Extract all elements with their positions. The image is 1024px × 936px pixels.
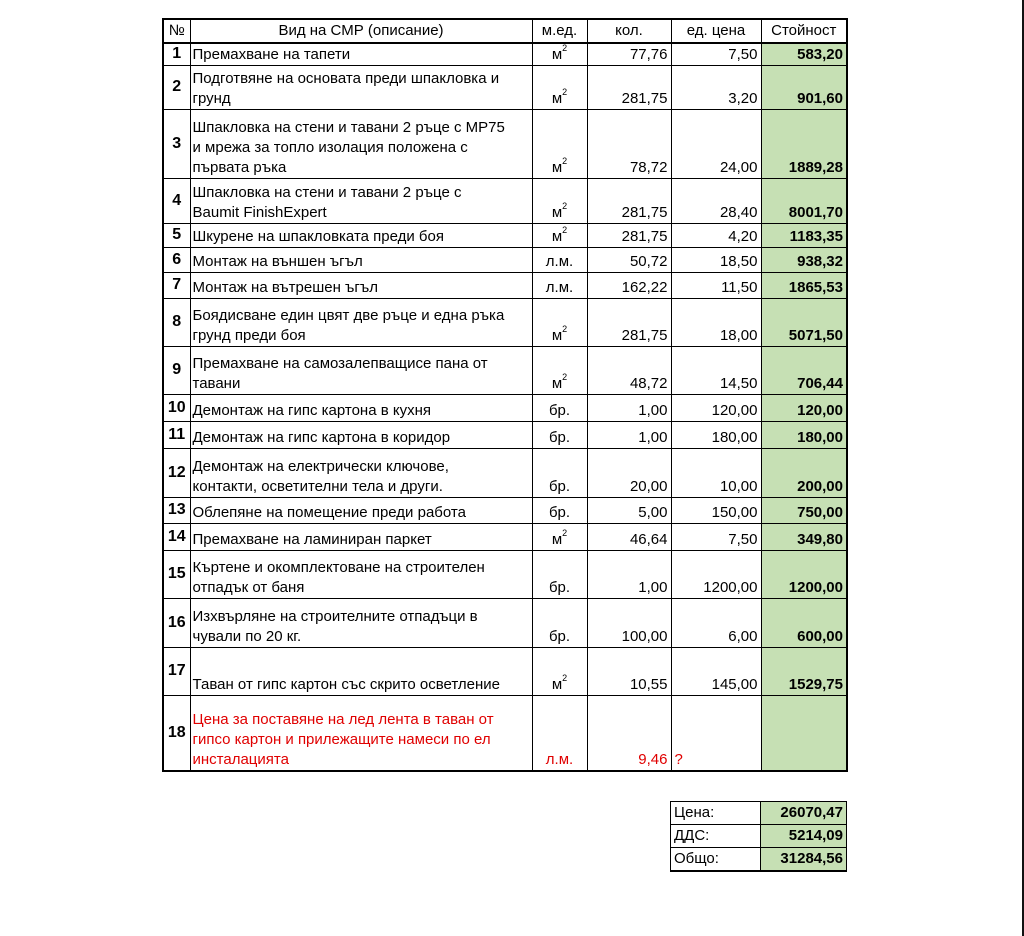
description-line: Демонтаж на гипс картона в кухня: [192, 401, 431, 419]
table-row: [163, 65, 847, 109]
item-unit-price: 28,40: [671, 178, 761, 223]
header-quantity: кол.: [587, 19, 671, 43]
item-description: [190, 109, 532, 178]
item-unit-price: 180,00: [671, 421, 761, 448]
item-quantity: 100,00: [587, 598, 671, 647]
table-row: [163, 346, 847, 394]
item-description: [190, 647, 532, 695]
item-unit: [532, 223, 587, 247]
description-line: Монтаж на вътрешен ъгъл: [192, 278, 379, 296]
item-description: [190, 448, 532, 497]
item-number: 1: [163, 43, 190, 65]
unit-label: м: [551, 89, 563, 107]
item-unit: [532, 247, 587, 272]
item-cost: 1529,75: [761, 647, 847, 695]
description-line: Цена за поставяне на лед лента в таван от: [192, 711, 494, 728]
cost-estimate-table: [162, 18, 848, 772]
table-row: [163, 598, 847, 647]
unit-exponent: 2: [562, 323, 568, 334]
header-unit: м.ед.: [532, 19, 587, 43]
item-cost: 1865,53: [761, 272, 847, 298]
item-description: [190, 178, 532, 223]
item-unit: [532, 550, 587, 598]
description-line: отпадък от баня: [192, 578, 305, 596]
description-line: Шпакловка на стени и тавани 2 ръце с MP75: [192, 118, 505, 136]
description-line: грунд преди боя: [192, 326, 306, 344]
unit-label: м: [551, 530, 563, 548]
table-row: [163, 43, 847, 65]
item-number: 16: [163, 598, 190, 647]
header-unit-price: ед. цена: [671, 19, 761, 43]
summary-value: 5214,09: [761, 825, 847, 848]
unit-exponent: 2: [562, 224, 568, 235]
summary-table: [670, 801, 847, 872]
item-cost: 901,60: [761, 65, 847, 109]
item-unit-price: 3,20: [671, 65, 761, 109]
item-cost: 600,00: [761, 598, 847, 647]
item-cost: 349,80: [761, 523, 847, 550]
item-description: [190, 421, 532, 448]
summary-row-vat: [671, 825, 847, 848]
item-unit: [532, 523, 587, 550]
description-line: Демонтаж на гипс картона в коридор: [192, 428, 451, 446]
item-quantity: 46,64: [587, 523, 671, 550]
item-unit: [532, 65, 587, 109]
description-line: първата ръка: [192, 158, 287, 176]
description-line: инсталацията: [192, 751, 289, 768]
item-unit-price: 7,50: [671, 43, 761, 65]
description-line: тавани: [192, 374, 241, 392]
summary-row-subtotal: [671, 802, 847, 825]
table-row: [163, 223, 847, 247]
item-unit-price: 4,20: [671, 223, 761, 247]
item-quantity: 281,75: [587, 298, 671, 346]
unit-exponent: 2: [562, 371, 568, 382]
item-unit-price: 7,50: [671, 523, 761, 550]
unit-label: бр.: [548, 428, 571, 446]
item-description: [190, 497, 532, 523]
item-number: 17: [163, 647, 190, 695]
item-unit: [532, 421, 587, 448]
table-row: [163, 695, 847, 771]
item-quantity: 1,00: [587, 421, 671, 448]
item-number: 15: [163, 550, 190, 598]
item-quantity: 9,46: [587, 695, 671, 771]
item-unit: [532, 272, 587, 298]
item-unit-price: 11,50: [671, 272, 761, 298]
item-description: [190, 550, 532, 598]
item-unit: [532, 43, 587, 65]
header-row: [163, 19, 847, 43]
table-row: [163, 497, 847, 523]
item-number: 4: [163, 178, 190, 223]
item-unit-price: 24,00: [671, 109, 761, 178]
summary-value: 31284,56: [761, 848, 847, 872]
description-line: Baumit FinishExpert: [192, 203, 327, 221]
item-description: [190, 598, 532, 647]
table-row: [163, 394, 847, 421]
item-quantity: 78,72: [587, 109, 671, 178]
item-description: [190, 272, 532, 298]
unit-exponent: 2: [562, 200, 568, 211]
description-line: Премахване на ламиниран паркет: [192, 530, 432, 548]
summary-label: Цена:: [671, 802, 761, 825]
item-number: 18: [163, 695, 190, 771]
description-line: [193, 655, 529, 675]
item-number: 12: [163, 448, 190, 497]
item-quantity: 5,00: [587, 497, 671, 523]
unit-label: л.м.: [545, 252, 574, 270]
item-unit-price: 18,50: [671, 247, 761, 272]
item-number: 13: [163, 497, 190, 523]
item-cost: 706,44: [761, 346, 847, 394]
item-cost: 938,32: [761, 247, 847, 272]
table-row: [163, 247, 847, 272]
item-quantity: 77,76: [587, 43, 671, 65]
item-quantity: 1,00: [587, 550, 671, 598]
item-quantity: 48,72: [587, 346, 671, 394]
item-quantity: 281,75: [587, 223, 671, 247]
item-unit-price: 14,50: [671, 346, 761, 394]
item-description: [190, 298, 532, 346]
item-number: 3: [163, 109, 190, 178]
description-line: Таван от гипс картон със скрито осветление: [192, 675, 501, 693]
unit-label: м: [551, 227, 563, 245]
item-unit: [532, 109, 587, 178]
description-line: Шкурене на шпакловката преди боя: [192, 227, 444, 245]
item-unit: [532, 448, 587, 497]
description-line: Монтаж на външен ъгъл: [192, 252, 363, 270]
item-cost: 1183,35: [761, 223, 847, 247]
item-quantity: 162,22: [587, 272, 671, 298]
item-unit: [532, 598, 587, 647]
item-description: [190, 43, 532, 65]
item-unit-price: ?: [671, 695, 761, 771]
unit-label: м: [551, 374, 563, 392]
unit-label: м: [551, 158, 563, 176]
unit-label: бр.: [548, 477, 571, 495]
item-cost: [761, 695, 847, 771]
description-line: Демонтаж на електрически ключове,: [192, 457, 449, 475]
description-line: Изхвърляне на строителните отпадъци в: [192, 607, 478, 625]
table-row: [163, 178, 847, 223]
unit-label: бр.: [548, 401, 571, 419]
item-cost: 120,00: [761, 394, 847, 421]
description-line: контакти, осветителни тела и други.: [192, 477, 443, 495]
table-row: [163, 109, 847, 178]
description-line: Премахване на самозалепващисе пана от: [192, 354, 488, 372]
table-row: [163, 523, 847, 550]
item-description: [190, 223, 532, 247]
unit-label: м: [551, 675, 563, 693]
item-number: 6: [163, 247, 190, 272]
description-line: Премахване на тапети: [192, 45, 351, 63]
item-cost: 8001,70: [761, 178, 847, 223]
unit-label: м: [551, 45, 563, 63]
item-unit-price: 120,00: [671, 394, 761, 421]
item-unit-price: 145,00: [671, 647, 761, 695]
item-number: 7: [163, 272, 190, 298]
item-description: [190, 695, 532, 771]
unit-label: м: [551, 326, 563, 344]
item-cost: 180,00: [761, 421, 847, 448]
header-cost: Стойност: [761, 19, 847, 43]
item-unit-price: 18,00: [671, 298, 761, 346]
description-line: гипсо картон и прилежащите намеси по ел: [192, 731, 491, 748]
description-line: Къртене и окомплектоване на строителен: [192, 558, 485, 576]
description-line: Облепяне на помещение преди работа: [192, 503, 466, 521]
item-unit: [532, 346, 587, 394]
unit-label: л.м.: [545, 278, 574, 296]
item-unit: [532, 497, 587, 523]
item-number: 14: [163, 523, 190, 550]
item-description: [190, 394, 532, 421]
table-row: [163, 550, 847, 598]
item-description: [190, 523, 532, 550]
item-quantity: 1,00: [587, 394, 671, 421]
description-line: Боядисване един цвят две ръце и една ръка: [192, 306, 505, 324]
item-number: 10: [163, 394, 190, 421]
item-unit-price: 150,00: [671, 497, 761, 523]
item-cost: 583,20: [761, 43, 847, 65]
unit-exponent: 2: [562, 527, 568, 538]
item-unit: [532, 394, 587, 421]
item-unit: [532, 647, 587, 695]
summary-row-total: [671, 848, 847, 872]
summary-label: ДДС:: [671, 825, 761, 848]
item-description: [190, 247, 532, 272]
item-cost: 5071,50: [761, 298, 847, 346]
description-line: чували по 20 кг.: [192, 627, 302, 645]
item-quantity: 10,55: [587, 647, 671, 695]
item-cost: 200,00: [761, 448, 847, 497]
item-unit: [532, 298, 587, 346]
summary-value: 26070,47: [761, 802, 847, 825]
item-cost: 1200,00: [761, 550, 847, 598]
item-quantity: 281,75: [587, 65, 671, 109]
description-line: Шпакловка на стени и тавани 2 ръце с: [192, 183, 462, 201]
header-num: №: [163, 19, 190, 43]
unit-label: м: [551, 203, 563, 221]
table-row: [163, 647, 847, 695]
item-unit-price: 6,00: [671, 598, 761, 647]
item-number: 9: [163, 346, 190, 394]
item-quantity: 281,75: [587, 178, 671, 223]
item-number: 8: [163, 298, 190, 346]
item-number: 2: [163, 65, 190, 109]
item-quantity: 50,72: [587, 247, 671, 272]
item-description: [190, 346, 532, 394]
unit-exponent: 2: [562, 672, 568, 683]
description-line: и мрежа за топло изолация положена с: [192, 138, 468, 156]
item-quantity: 20,00: [587, 448, 671, 497]
table-row: [163, 298, 847, 346]
unit-exponent: 2: [562, 43, 568, 53]
item-number: 11: [163, 421, 190, 448]
item-unit-price: 10,00: [671, 448, 761, 497]
description-line: Подготвяне на основата преди шпакловка и: [192, 69, 500, 87]
item-number: 5: [163, 223, 190, 247]
summary-label: Общо:: [671, 848, 761, 872]
item-cost: 1889,28: [761, 109, 847, 178]
table-row: [163, 421, 847, 448]
table-row: [163, 448, 847, 497]
item-description: [190, 65, 532, 109]
unit-label: бр.: [548, 627, 571, 645]
unit-label: л.м.: [545, 751, 574, 768]
unit-exponent: 2: [562, 86, 568, 97]
item-cost: 750,00: [761, 497, 847, 523]
unit-exponent: 2: [562, 155, 568, 166]
table-row: [163, 272, 847, 298]
description-line: грунд: [192, 89, 231, 107]
unit-label: бр.: [548, 503, 571, 521]
unit-label: бр.: [548, 578, 571, 596]
header-description: Вид на СМР (описание): [190, 19, 532, 43]
item-unit-price: 1200,00: [671, 550, 761, 598]
item-unit: [532, 695, 587, 771]
item-unit: [532, 178, 587, 223]
